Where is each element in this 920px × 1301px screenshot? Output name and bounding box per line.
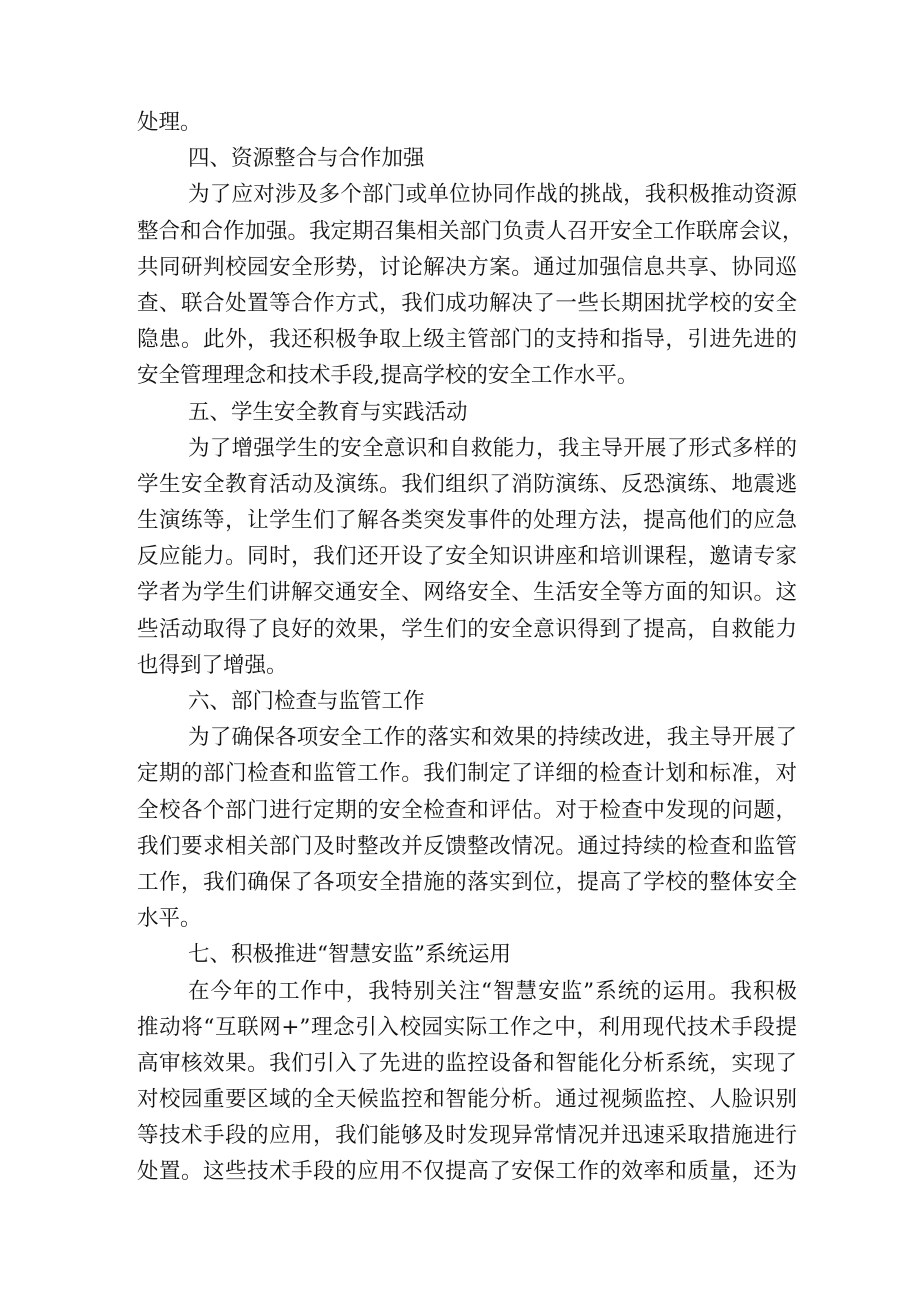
paragraph-line: 查、联合处置等合作方式，我们成功解决了一些长期困扰学校的安全 xyxy=(137,290,797,316)
document-body xyxy=(137,105,804,1191)
paragraph-line: 推动将“互联网+”理念引入校园实际工作之中，利用现代技术手段提 xyxy=(137,1014,797,1040)
paragraph-line: 定期的部门检查和监管工作。我们制定了详细的检查计划和标准，对 xyxy=(137,761,797,787)
paragraph-line: 我们要求相关部门及时整改并反馈整改情况。通过持续的检查和监管 xyxy=(137,833,797,859)
section-heading-7: 七、积极推进“智慧安监”系统运用 xyxy=(188,942,511,968)
paragraph-line: 对校园重要区域的全天候监控和智能分析。通过视频监控、人脸识别 xyxy=(137,1087,797,1113)
paragraph-line: 为了确保各项安全工作的落实和效果的持续改进，我主导开展了 xyxy=(188,725,797,751)
paragraph-line: 隐患。此外，我还积极争取上级主管部门的支持和指导，引进先进的 xyxy=(137,327,797,353)
paragraph-line: 为了应对涉及多个部门或单位协同作战的挑战，我积极推动资源 xyxy=(188,182,797,208)
paragraph-line: 等技术手段的应用，我们能够及时发现异常情况并迅速采取措施进行 xyxy=(137,1123,797,1149)
paragraph-line: 全校各个部门进行定期的安全检查和评估。对于检查中发现的问题， xyxy=(137,797,797,823)
paragraph-line: 处理。 xyxy=(137,110,202,135)
paragraph-line: 高审核效果。我们引入了先进的监控设备和智能化分析系统，实现了 xyxy=(137,1050,797,1076)
paragraph-line: 处置。这些技术手段的应用不仅提高了安保工作的效率和质量，还为 xyxy=(137,1159,797,1185)
paragraph-line: 为了增强学生的安全意识和自救能力，我主导开展了形式多样的 xyxy=(188,435,797,461)
paragraph-line: 水平。 xyxy=(137,906,202,932)
paragraph-line: 些活动取得了良好的效果，学生们的安全意识得到了提高，自救能力 xyxy=(137,616,797,642)
paragraph-line: 工作，我们确保了各项安全措施的落实到位，提高了学校的整体安全 xyxy=(137,869,797,895)
paragraph-line: 整合和合作加强。我定期召集相关部门负责人召开安全工作联席会议， xyxy=(137,218,804,244)
paragraph-line: 在今年的工作中，我特别关注“智慧安监”系统的运用。我积极 xyxy=(188,978,797,1004)
section-heading-6: 六、部门检查与监管工作 xyxy=(188,689,425,714)
paragraph-line: 也得到了增强。 xyxy=(137,652,288,678)
paragraph-line: 共同研判校园安全形势，讨论解决方案。通过加强信息共享、协同巡 xyxy=(137,254,797,280)
paragraph-line: 生演练等，让学生们了解各类突发事件的处理方法，提高他们的应急 xyxy=(137,508,797,534)
paragraph-line: 学者为学生们讲解交通安全、网络安全、生活安全等方面的知识。这 xyxy=(137,580,797,606)
paragraph-line: 反应能力。同时，我们还开设了安全知识讲座和培训课程，邀请专家 xyxy=(137,544,797,570)
section-heading-5: 五、学生安全教育与实践活动 xyxy=(188,399,468,425)
paragraph-line: 学生安全教育活动及演练。我们组织了消防演练、反恐演练、地震逃 xyxy=(137,471,797,497)
paragraph-line: 安全管理理念和技术手段,提高学校的安全工作水平。 xyxy=(137,363,639,389)
section-heading-4: 四、资源整合与合作加强 xyxy=(188,146,425,172)
